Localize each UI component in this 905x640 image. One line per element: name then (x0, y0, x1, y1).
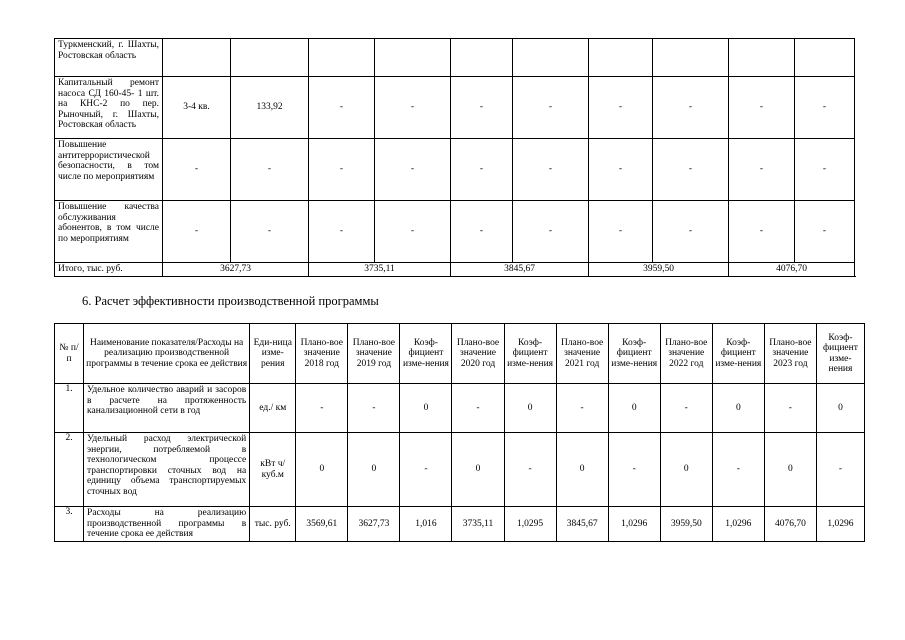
value-cell: 1,0295 (504, 507, 556, 542)
table-cell (309, 39, 375, 77)
row-number: 1. (55, 384, 84, 433)
table-cell (729, 39, 795, 77)
table-row (55, 384, 865, 433)
table-cell: - (589, 139, 653, 201)
value-cell: 0 (764, 433, 816, 507)
table-cell: - (309, 77, 375, 139)
investment-table (54, 38, 855, 277)
indicator-name: Расходы на реализацию производственной программы в течение срока ее действия (84, 507, 250, 542)
column-header: Плано-вое значение 2018 год (296, 324, 348, 384)
value-cell: 3627,73 (348, 507, 400, 542)
value-cell: - (608, 433, 660, 507)
value-cell: 0 (504, 384, 556, 433)
column-header: Коэф-фициент изме-нения (712, 324, 764, 384)
value-cell: 3845,67 (556, 507, 608, 542)
column-header: Коэф-фициент изме-нения (504, 324, 556, 384)
table-cell: - (375, 139, 451, 201)
value-cell: - (764, 384, 816, 433)
table-cell: 3-4 кв. (163, 77, 231, 139)
value-cell: 0 (816, 384, 864, 433)
column-header: Плано-вое значение 2020 год (452, 324, 504, 384)
table-row (55, 77, 855, 139)
table-cell: - (375, 77, 451, 139)
unit-cell: ед./ км (250, 384, 296, 433)
indicator-name: Удельный расход электрической энергии, потребляемой в технологическом процессе транспортировки сточных вод на единицу объема транспортируемых сточных вод (84, 433, 250, 507)
column-header: Плано-вое значение 2023 год (764, 324, 816, 384)
total-value: 3959,50 (589, 263, 729, 277)
table-row (55, 433, 865, 507)
table-cell (653, 39, 729, 77)
value-cell: 1,0296 (712, 507, 764, 542)
table-cell: - (589, 77, 653, 139)
total-value: 3627,73 (163, 263, 309, 277)
value-cell: 1,0296 (816, 507, 864, 542)
table-cell: - (653, 139, 729, 201)
table-cell (231, 39, 309, 77)
total-value: 3735,11 (309, 263, 451, 277)
column-header: Плано-вое значение 2022 год (660, 324, 712, 384)
column-header: Плано-вое значение 2021 год (556, 324, 608, 384)
column-header: Наименование показателя/Расходы на реализацию производственной программы в течение срока ее действия (84, 324, 250, 384)
value-cell: 4076,70 (764, 507, 816, 542)
table-cell: - (309, 139, 375, 201)
table-cell: - (729, 77, 795, 139)
value-cell: 0 (712, 384, 764, 433)
value-cell: - (400, 433, 452, 507)
table-cell: - (309, 201, 375, 263)
value-cell: 0 (452, 433, 504, 507)
table-cell: - (513, 77, 589, 139)
value-cell: - (712, 433, 764, 507)
value-cell: - (816, 433, 864, 507)
row-name-cell: Повышение антитеррористической безопасности, в том числе по мероприятиям (55, 139, 163, 201)
table-cell: - (451, 77, 513, 139)
total-row (55, 263, 855, 277)
value-cell: 0 (400, 384, 452, 433)
table-row (55, 39, 855, 77)
row-name-cell: Капитальный ремонт насоса СД 160-45- 1 шт. на КНС-2 по пер. Рыночный, г. Шахты, Ростовская область (55, 77, 163, 139)
section-6-title: 6. Расчет эффективности производственной программы (82, 294, 379, 308)
table-cell (375, 39, 451, 77)
column-header: Плано-вое значение 2019 год (348, 324, 400, 384)
efficiency-table (54, 323, 865, 542)
value-cell: 1,0296 (608, 507, 660, 542)
value-cell: 0 (348, 433, 400, 507)
table-row (55, 201, 855, 263)
value-cell: 0 (556, 433, 608, 507)
table-cell: 133,92 (231, 77, 309, 139)
table-cell: - (451, 201, 513, 263)
total-value: 3845,67 (451, 263, 589, 277)
table-cell: - (231, 201, 309, 263)
table-cell: - (795, 139, 855, 201)
total-value: 4076,70 (729, 263, 855, 277)
value-cell: - (504, 433, 556, 507)
value-cell: - (348, 384, 400, 433)
table-cell: - (231, 139, 309, 201)
value-cell: 3569,61 (296, 507, 348, 542)
table-cell (589, 39, 653, 77)
unit-cell: тыс. руб. (250, 507, 296, 542)
indicator-name: Удельное количество аварий и засоров в расчете на протяженность канализационной сети в год (84, 384, 250, 433)
value-cell: - (660, 384, 712, 433)
value-cell: 0 (608, 384, 660, 433)
table-row (55, 139, 855, 201)
table-cell: - (729, 201, 795, 263)
table-cell: - (589, 201, 653, 263)
unit-cell: кВт ч/куб.м (250, 433, 296, 507)
table-cell: - (163, 201, 231, 263)
value-cell: 3735,11 (452, 507, 504, 542)
value-cell: - (296, 384, 348, 433)
table-cell (795, 39, 855, 77)
column-header: Коэф-фициент изме-нения (816, 324, 864, 384)
row-number: 3. (55, 507, 84, 542)
table-cell: - (795, 201, 855, 263)
table-cell: - (513, 139, 589, 201)
table-cell (513, 39, 589, 77)
value-cell: 3959,50 (660, 507, 712, 542)
total-label: Итого, тыс. руб. (55, 263, 163, 277)
table-cell: - (513, 201, 589, 263)
table-cell (451, 39, 513, 77)
column-header: Коэф-фициент изме-нения (608, 324, 660, 384)
table-cell: - (795, 77, 855, 139)
value-cell: - (452, 384, 504, 433)
table-row (55, 507, 865, 542)
table-cell (163, 39, 231, 77)
column-header: № п/п (55, 324, 84, 384)
table-cell: - (653, 201, 729, 263)
row-number: 2. (55, 433, 84, 507)
row-name-cell: Туркменский, г. Шахты, Ростовская область (55, 39, 163, 77)
value-cell: 1,016 (400, 507, 452, 542)
value-cell: 0 (660, 433, 712, 507)
column-header: Еди-ница изме-рения (250, 324, 296, 384)
table-cell: - (653, 77, 729, 139)
row-name-cell: Повышение качества обслуживания абонентов, в том числе по мероприятиям (55, 201, 163, 263)
value-cell: - (556, 384, 608, 433)
table-cell: - (163, 139, 231, 201)
header-row (55, 324, 865, 384)
column-header: Коэф-фициент изме-нения (400, 324, 452, 384)
table-cell: - (451, 139, 513, 201)
table-cell: - (375, 201, 451, 263)
value-cell: 0 (296, 433, 348, 507)
table-cell: - (729, 139, 795, 201)
